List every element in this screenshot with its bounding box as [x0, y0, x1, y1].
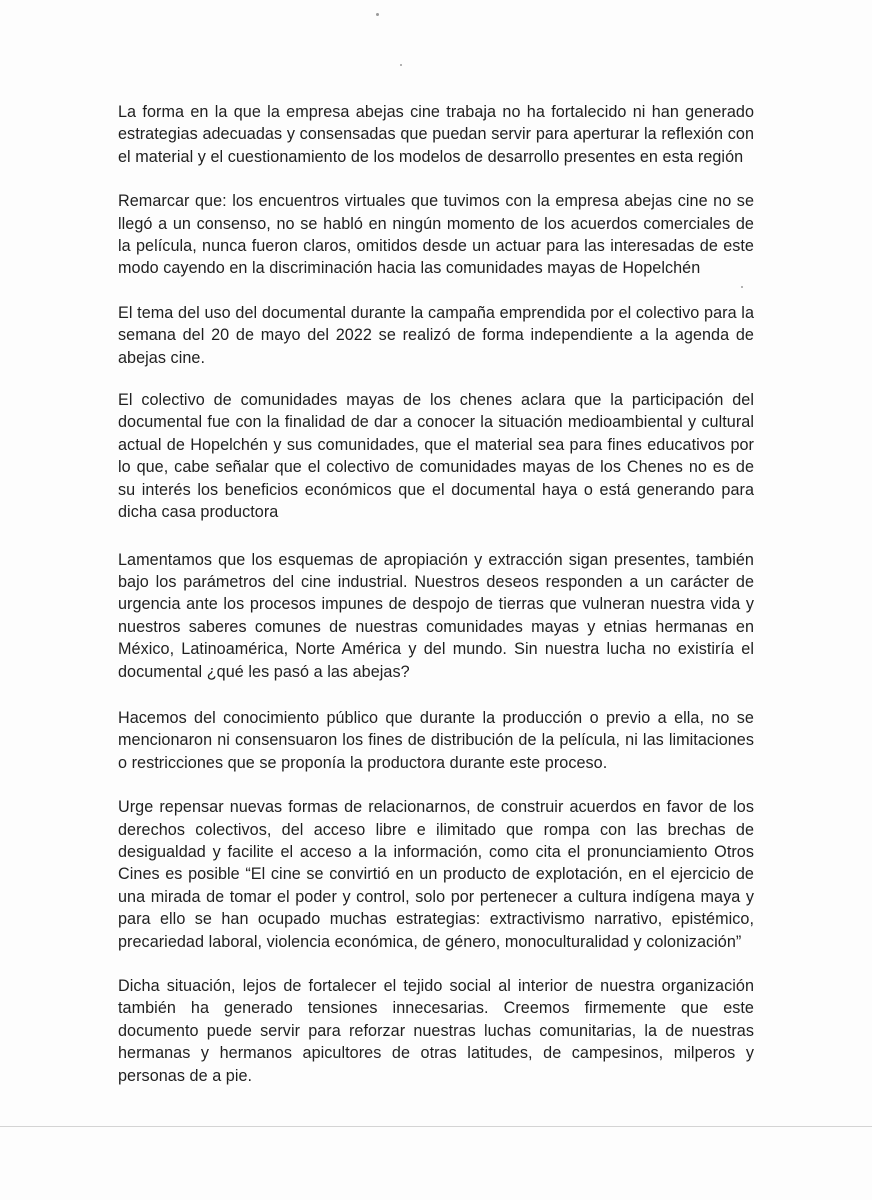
paragraph: Hacemos del conocimiento público que durante la producción o previo a ella, no se mencionaron ni consensuaron los fines de distribución de la película, ni las limitaciones o restricciones que se proponía la productora durante este proceso. — [118, 708, 754, 772]
paragraph: La forma en la que la empresa abejas cine trabaja no ha fortalecido ni han generado estrategias adecuadas y consensadas que puedan servir para aperturar la reflexión con el material y el cuestionamiento de los modelos de desarrollo presentes en esta región — [118, 103, 754, 166]
paragraph: Lamentamos que los esquemas de apropiación y extracción sigan presentes, también bajo los parámetros del cine industrial. Nuestros deseos responden a un carácter de urgencia ante los procesos impunes de despojo de tierras que vulneran nuestra vida y nuestros saberes comunes de nuestras comunidades mayas y etnias hermanas en México, Latinoamérica, Norte América y del mundo. Sin nuestra lucha no existiría el documental ¿qué les pasó a las abejas? — [118, 550, 754, 681]
document-body — [118, 101, 754, 1087]
paragraph: Remarcar que: los encuentros virtuales que tuvimos con la empresa abejas cine no se llegó a un consenso, no se habló en ningún momento de los acuerdos comerciales de la película, nunca fueron claros, omitidos desde un actuar para las interesadas de este modo cayendo en la discriminación hacia las comunidades mayas de Hopelchén — [118, 192, 754, 278]
paragraph: Urge repensar nuevas formas de relacionarnos, de construir acuerdos en favor de los derechos colectivos, del acceso libre e ilimitado que rompa con las brechas de desigualdad y facilite el acceso a la información, como cita el pronunciamiento Otros Cines es posible “El cine se convirtió en un producto de explotación, en el ejercicio de una mirada de tomar el poder y control, solo por pertenecer a cultura indígena maya y para ello se han ocupado muchas estrategias: extractivismo narrativo, epistémico, precariedad laboral, violencia económica, de género, monoculturalidad y colonización” — [118, 798, 754, 951]
paragraph: Dicha situación, lejos de fortalecer el tejido social al interior de nuestra organización también ha generado tensiones innecesarias. Creemos firmemente que este documento puede servir para reforzar nuestras luchas comunitarias, la de nuestras hermanas y hermanos apicultores de otras latitudes, de campesinos, milperos y personas de a pie. — [118, 977, 754, 1085]
scan-speck — [400, 64, 402, 66]
scan-speck — [376, 13, 379, 16]
paragraph: El tema del uso del documental durante la campaña emprendida por el colectivo para la semana del 20 de mayo del 2022 se realizó de forma independiente a la agenda de abejas cine. — [118, 303, 754, 367]
page-edge-line — [0, 1126, 872, 1127]
paragraph: El colectivo de comunidades mayas de los chenes aclara que la participación del documental fue con la finalidad de dar a conocer la situación medioambiental y cultural actual de Hopelchén y sus comunidades, que el material sea para fines educativos por lo que, cabe señalar que el colectivo de comunidades mayas de los Chenes no es de su interés los beneficios económicos que el documental haya o está generando para dicha casa productora — [118, 391, 754, 522]
